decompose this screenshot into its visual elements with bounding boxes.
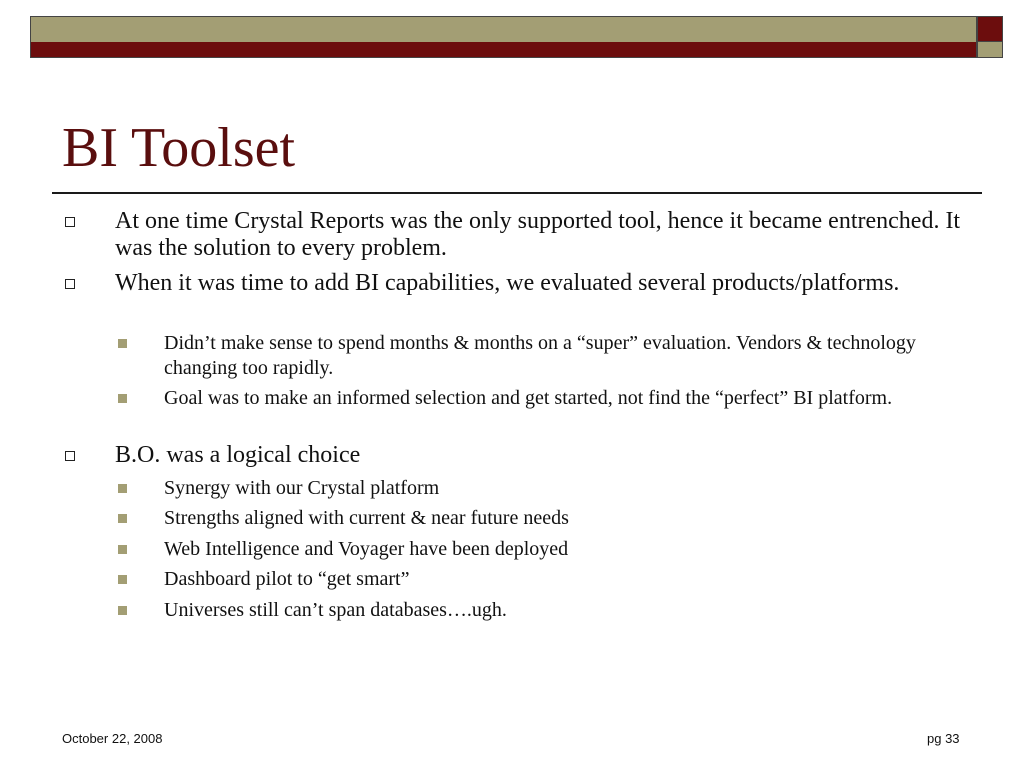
header-square-olive [977,42,1003,58]
filled-square-bullet-icon [118,394,127,403]
bullet-level1 [115,208,985,262]
bullet-level2 [164,506,964,531]
header-square-maroon [977,16,1003,42]
bullet-text: Didn’t make sense to spend months & months on a “super” evaluation. Vendors & technology changing too rapidly. [164,332,916,379]
bullet-level2 [164,386,964,411]
hollow-square-bullet-icon [65,451,75,461]
bullet-text: Synergy with our Crystal platform [164,477,440,499]
title-divider [52,192,982,194]
hollow-square-bullet-icon [65,279,75,289]
filled-square-bullet-icon [118,545,127,554]
bullet-text: Goal was to make an informed selection and get started, not find the “perfect” BI platform. [164,387,893,409]
bullet-text: Web Intelligence and Voyager have been deployed [164,538,569,560]
bullet-text: B.O. was a logical choice [115,442,361,468]
bullet-level2 [164,598,964,623]
bullet-text: When it was time to add BI capabilities, we evaluated several products/platforms. [115,270,900,296]
footer-page-number: pg 33 [927,731,960,746]
bullet-level2 [164,537,964,562]
filled-square-bullet-icon [118,514,127,523]
hollow-square-bullet-icon [65,217,75,227]
slide-title: BI Toolset [62,117,296,179]
bullet-text: Strengths aligned with current & near future needs [164,507,569,529]
bullet-level2 [164,567,964,592]
filled-square-bullet-icon [118,484,127,493]
bullet-level1 [115,442,985,469]
bullet-level1 [115,270,985,297]
header-bar-maroon [30,42,977,58]
bullet-level2 [164,476,964,501]
header-bar-olive [30,16,977,42]
filled-square-bullet-icon [118,575,127,584]
bullet-text: Universes still can’t span databases….ugh. [164,599,507,621]
footer-date: October 22, 2008 [62,731,163,746]
filled-square-bullet-icon [118,339,127,348]
bullet-text: At one time Crystal Reports was the only supported tool, hence it became entrenched. It was the solution to every problem. [115,208,961,261]
bullet-text: Dashboard pilot to “get smart” [164,568,410,590]
bullet-level2 [164,331,964,381]
filled-square-bullet-icon [118,606,127,615]
